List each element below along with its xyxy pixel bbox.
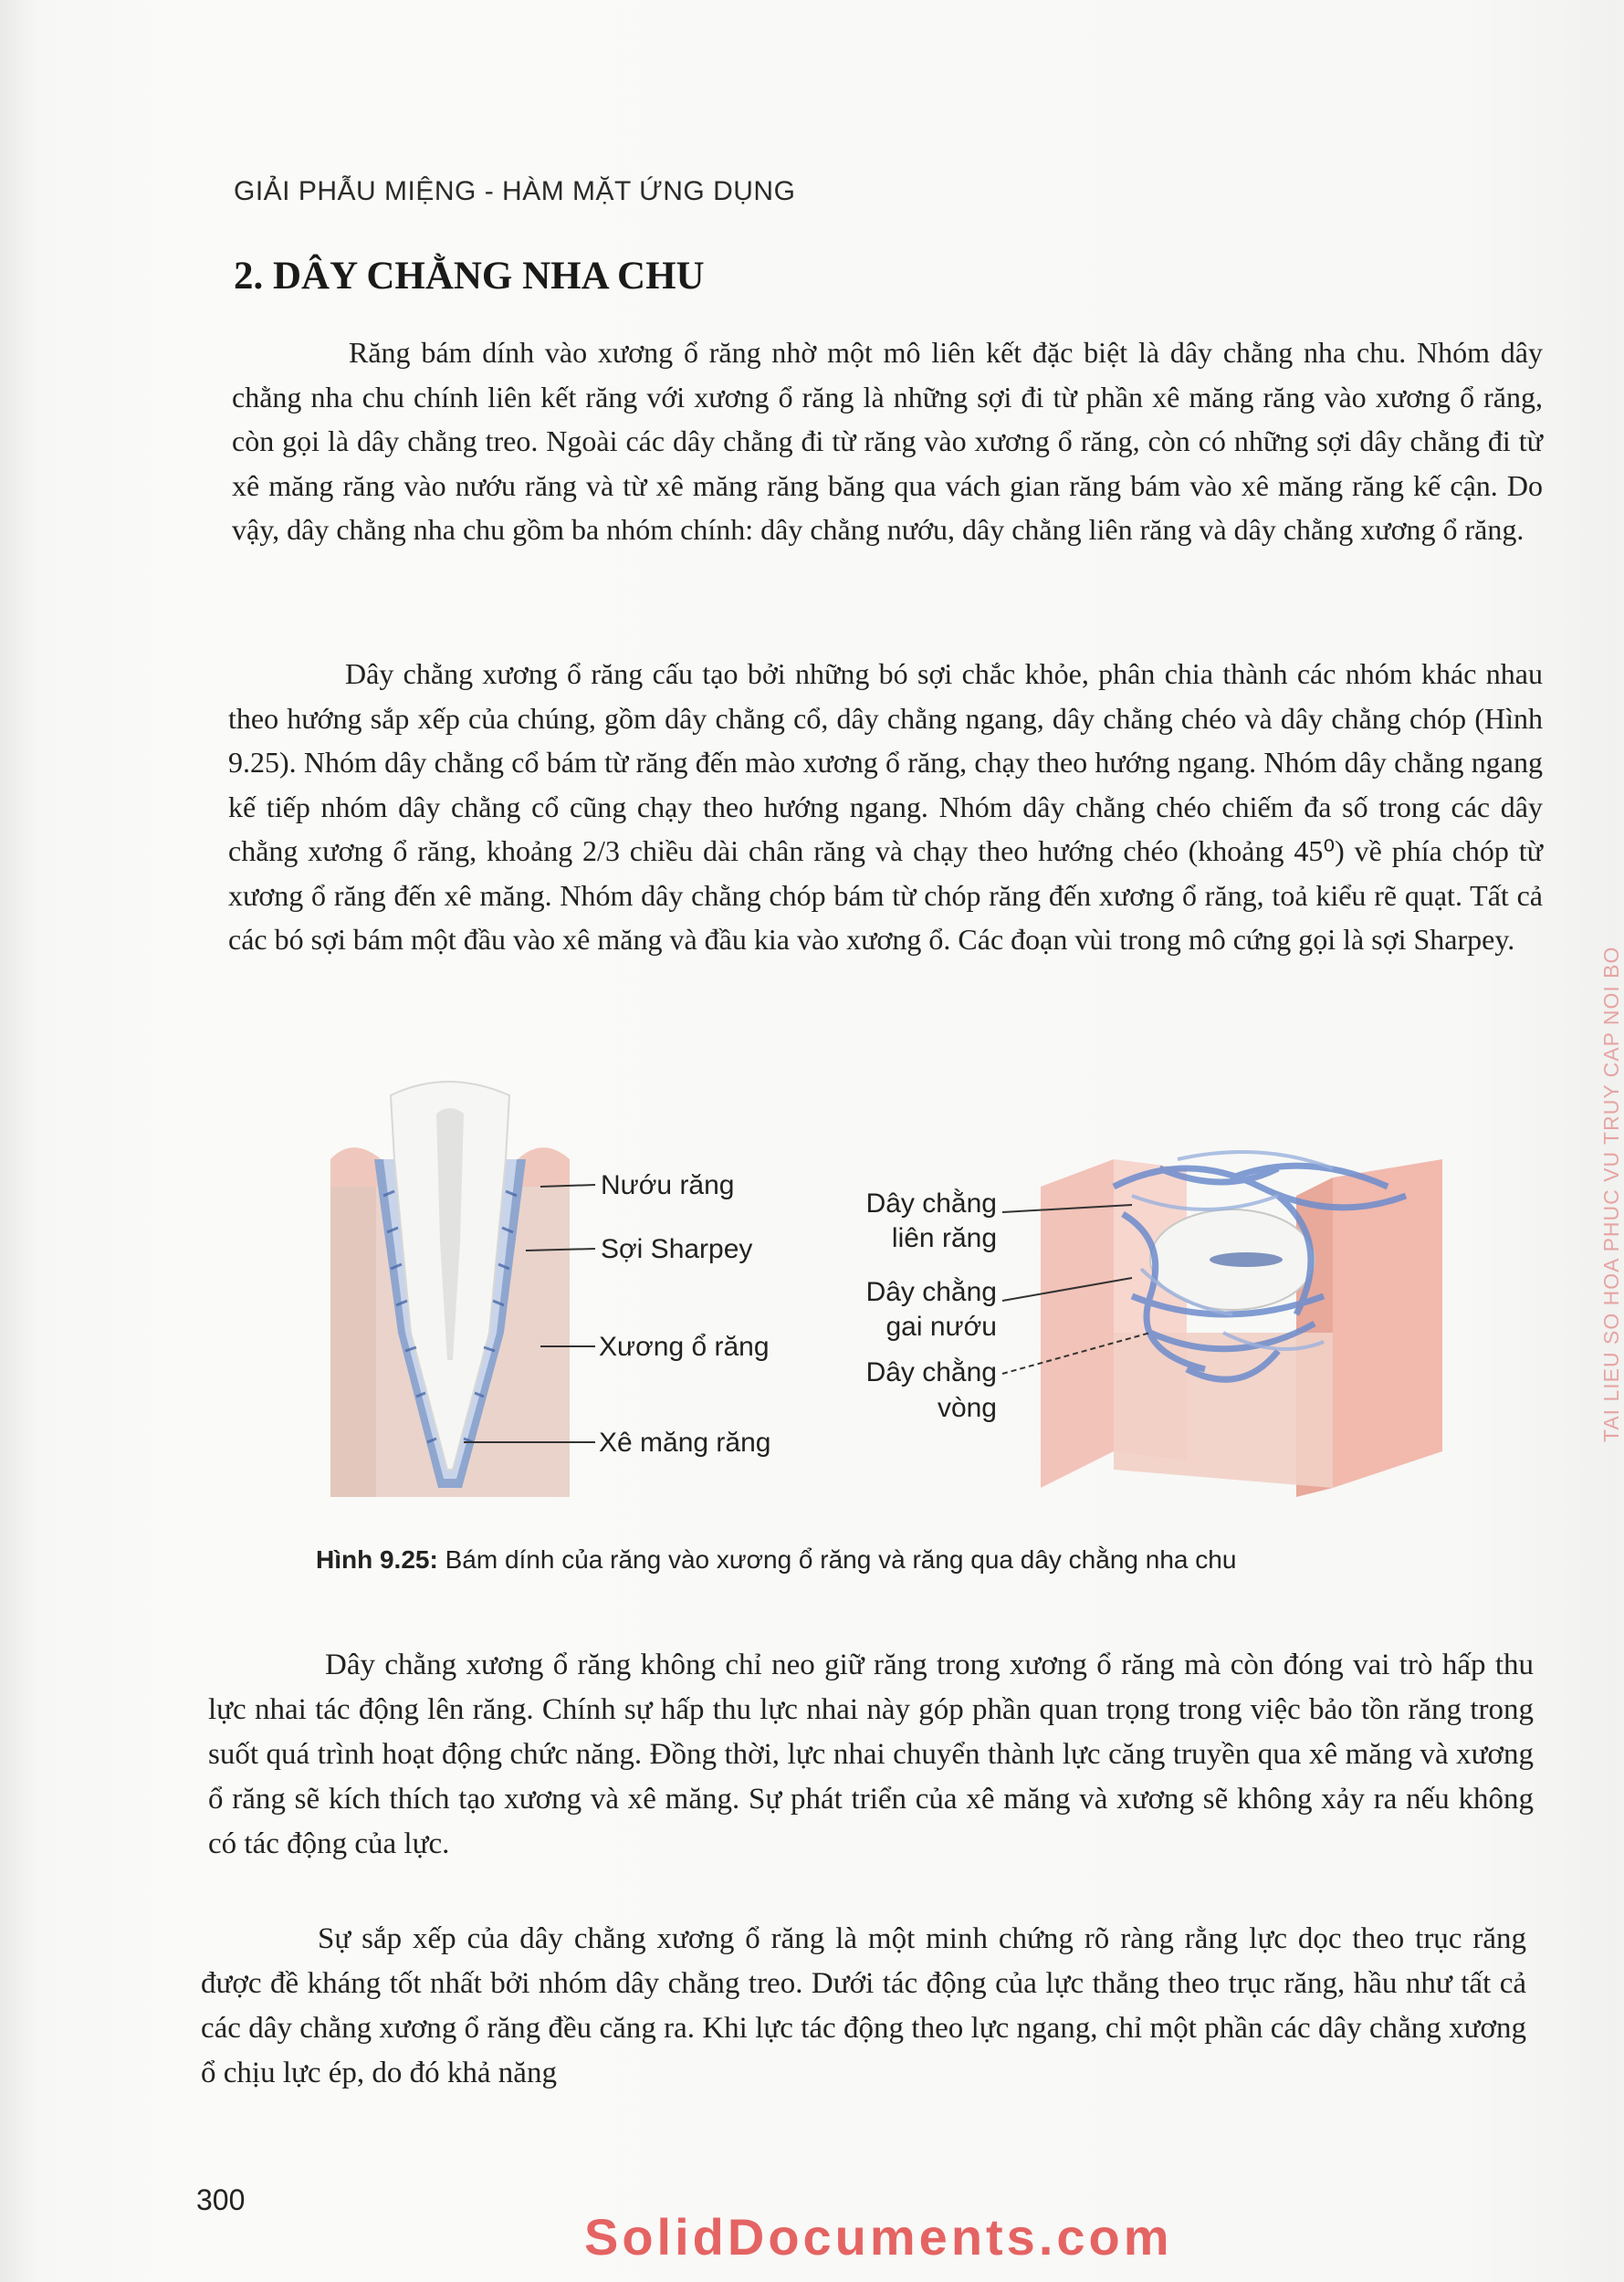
section-title: 2. DÂY CHẰNG NHA CHU <box>234 255 705 298</box>
paragraph-2: Dây chằng xương ổ răng cấu tạo bởi những bó sợi chắc khỏe, phân chia thành các nhóm khác nhau theo hướng sắp xếp của chúng, gồm dây chằng cổ, dây chằng ngang, dây chằng chéo và dây chằng chóp (Hình 9.25). Nhóm dây chằng cổ bám từ răng đến mào xương ổ răng, chạy theo hướng ngang. Nhóm dây chằng ngang kế tiếp nhóm dây chằng cổ cũng chạy theo hướng ngang. Nhóm dây chằng chéo chiếm đa số trong các dây chằng xương ổ răng, khoảng 2/3 chiều dài chân răng và chạy theo hướng chéo (khoảng 45⁰) về phía chóp từ xương ổ răng đến xê măng. Nhóm dây chằng chóp bám từ chóp răng đến xương ổ răng, toả kiểu rẽ quạt. Tất cả các bó sợi bám một đầu vào xê măng và đầu kia vào xương ổ. Các đoạn vùi trong mô cứng gọi là sợi Sharpey. <box>228 657 1543 956</box>
caption-text: Bám dính của răng vào xương ổ răng và răng qua dây chằng nha chu <box>437 1545 1237 1574</box>
paragraph-4: Sự sắp xếp của dây chằng xương ổ răng là một minh chứng rõ ràng rằng lực dọc theo trục răng được đề kháng tốt nhất bởi nhóm dây chằng treo. Dưới tác động của lực thẳng theo trục răng, hầu như tất cả các dây chằng xương ổ răng đều căng ra. Khi lực tác động theo lực ngang, chỉ một phần các dây chằng xương ổ chịu lực ép, do đó khả năng <box>201 1922 1526 2089</box>
page-number: 300 <box>196 2183 246 2216</box>
running-header: GIẢI PHẪU MIỆNG - HÀM MẶT ỨNG DỤNG <box>234 176 796 206</box>
caption-label: Hình 9.25: <box>316 1545 438 1574</box>
tooth-section-drawing <box>330 1082 570 1497</box>
label-circular-line1: Dây chằng <box>865 1357 997 1387</box>
label-transseptal-line2: liên răng <box>891 1223 997 1253</box>
paragraph-3: Dây chằng xương ổ răng không chỉ neo giữ răng trong xương ổ răng mà còn đóng vai trò hấp thu lực nhai tác động lên răng. Chính sự hấp thu lực nhai này góp phần quan trọng trong việc bảo tồn răng trong suốt quá trình hoạt động chức năng. Đồng thời, lực nhai chuyển thành lực căng truyền qua xê măng và xương ổ răng sẽ kích thích tạo xương và xê măng. Sự phát triển của xê măng và xương sẽ không xảy ra nếu không có tác động của lực. <box>208 1649 1534 1860</box>
label-gingiva: Nướu răng <box>601 1170 735 1200</box>
figure-caption <box>316 1545 1236 1575</box>
label-gingival-line2: gai nướu <box>885 1312 997 1342</box>
figure-9-25 <box>310 1059 1461 1534</box>
label-transseptal-line1: Dây chằng <box>865 1188 997 1219</box>
label-circular-line2: vòng <box>937 1393 997 1423</box>
label-alveolar-bone: Xương ổ răng <box>599 1332 770 1362</box>
ligament-block-drawing <box>1041 1152 1442 1497</box>
label-gingival-line1: Dây chằng <box>865 1277 997 1307</box>
label-sharpey-fibers: Sợi Sharpey <box>601 1234 753 1264</box>
bottom-watermark: SolidDocuments.com <box>584 2208 1173 2266</box>
label-cementum: Xê măng răng <box>599 1428 771 1458</box>
paragraph-1: Răng bám dính vào xương ổ răng nhờ một mô liên kết đặc biệt là dây chằng nha chu. Nhóm dây chằng nha chu chính liên kết răng với xương ổ răng là những sợi đi từ phần xê măng răng vào xương ổ răng, còn gọi là dây chằng treo. Ngoài các dây chằng đi từ răng vào xương ổ răng, còn có những sợi dây chằng đi từ xê măng răng vào nướu răng và từ xê măng răng băng qua vách gian răng bám vào xê măng răng kế cận. Do vậy, dây chằng nha chu gồm ba nhóm chính: dây chằng nướu, dây chằng liên răng và dây chằng xương ổ răng. <box>232 336 1543 546</box>
side-watermark: TAI LIEU SO HOA PHUC VU TRUY CAP NOI BO <box>1599 946 1623 1442</box>
periodontal-ligament-illustration <box>310 1059 1461 1534</box>
